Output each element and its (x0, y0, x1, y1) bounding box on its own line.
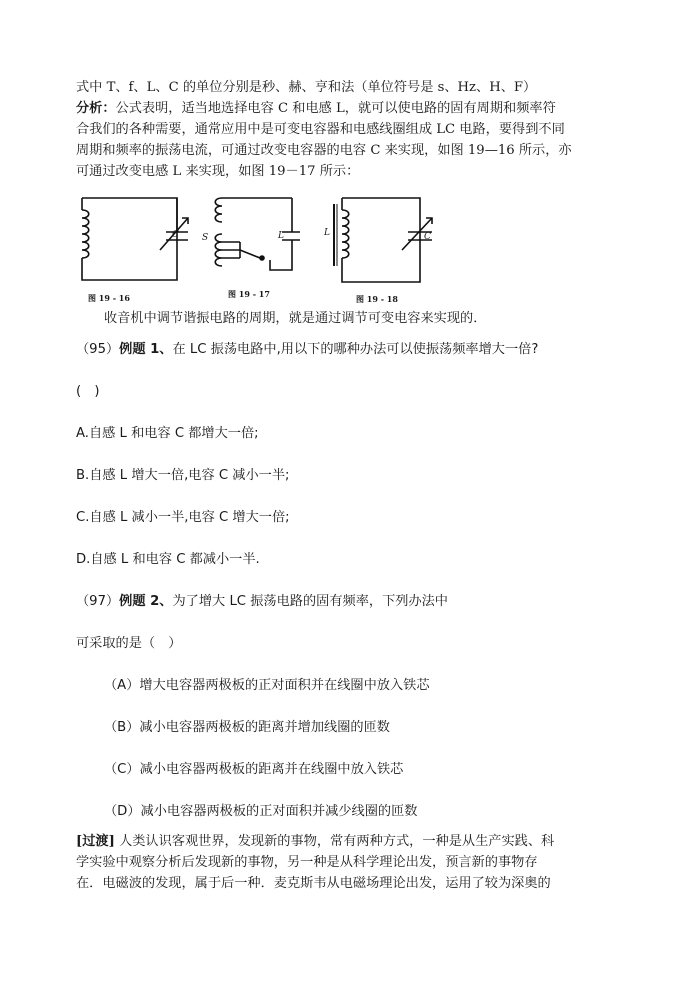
q1-blank: ( ) (76, 384, 100, 399)
analysis-label: 分析： (76, 101, 116, 116)
q2-prefix: （97） (76, 594, 120, 609)
q1-title: 例题 1、 (119, 342, 173, 357)
q2-option-c: （C）减小电容器两极板的距离并在线圈中放入铁芯 (104, 762, 404, 777)
q1-text: 在 LC 振荡电路中,用以下的哪种办法可以使振荡频率增大一倍? (172, 342, 539, 357)
q1-prefix: （95） (76, 342, 120, 357)
fig17-caption: 图 19 - 17 (228, 289, 270, 299)
transition-line-2: 学实验中观察分析后发现新的事物，另一种是从科学理论出发，预言新的事物存 (76, 855, 538, 870)
q2-text: 为了增大 LC 振荡电路的固有频率，下列办法中 (172, 594, 448, 609)
fig18-label-c: C (424, 232, 431, 242)
fig16-label-c: C (172, 230, 179, 240)
fig17-label-s: S (202, 233, 209, 243)
q1-option-d: D.自感 L 和电容 C 都减小一半. (76, 552, 260, 567)
figure-19-18 (320, 188, 438, 288)
q1-option-c: C.自感 L 减小一半,电容 C 增大一倍; (76, 510, 290, 525)
transition-line-3: 在．电磁波的发现，属于后一种．麦克斯韦从电磁场理论出发，运用了较为深奥的 (76, 876, 551, 891)
q2-line-2: 可采取的是（ ） (76, 636, 182, 651)
q2-line (76, 592, 448, 611)
q2-option-d: （D）减小电容器两极板的正对面积并减少线圈的匝数 (104, 804, 418, 819)
q2-title: 例题 2、 (119, 594, 173, 609)
q1-option-b: B.自感 L 增大一倍,电容 C 减小一半; (76, 468, 290, 483)
fig18-caption: 图 19 - 18 (356, 294, 398, 304)
transition-label: [过渡] (76, 834, 115, 849)
analysis-line-4: 可通过改变电感 L 来实现，如图 19－17 所示： (76, 164, 360, 179)
fig16-caption: 图 19 - 16 (88, 293, 130, 303)
analysis-line-3: 周期和频率的振荡电流，可通过改变电容器的电容 C 来实现，如图 19—16 所示，亦 (76, 143, 572, 158)
q1-option-a: A.自感 L 和电容 C 都增大一倍; (76, 426, 259, 441)
q1-line (76, 340, 538, 359)
q2-option-b: （B）减小电容器两极板的距离并增加线圈的匝数 (104, 720, 390, 735)
transition-line-1 (76, 832, 554, 851)
analysis-line-2: 合我们的各种需要，通常应用中是可变电容器和电感线圈组成 LC 电路，要得到不同 (76, 122, 565, 137)
analysis-text: 公式表明，适当地选择电容 C 和电感 L，就可以使电路的固有周期和频率符 (115, 101, 556, 116)
fig18-label-l: L (324, 228, 330, 238)
analysis-line-1 (76, 99, 556, 118)
transition-text-1: 人类认识客观世界，发现新的事物，常有两种方式，一种是从生产实践、科 (119, 834, 555, 849)
radio-tuning-line: 收音机中调节谐振电路的周期，就是通过调节可变电容来实现的． (104, 311, 487, 326)
figure-19-17 (200, 190, 300, 286)
q2-option-a: （A）增大电容器两极板的正对面积并在线圈中放入铁芯 (104, 678, 430, 693)
fig17-label-l: L (278, 231, 284, 241)
units-line: 式中 T、f、L、C 的单位分别是秒、赫、亨和法（单位符号是 s、Hz、H、F） (76, 80, 537, 95)
